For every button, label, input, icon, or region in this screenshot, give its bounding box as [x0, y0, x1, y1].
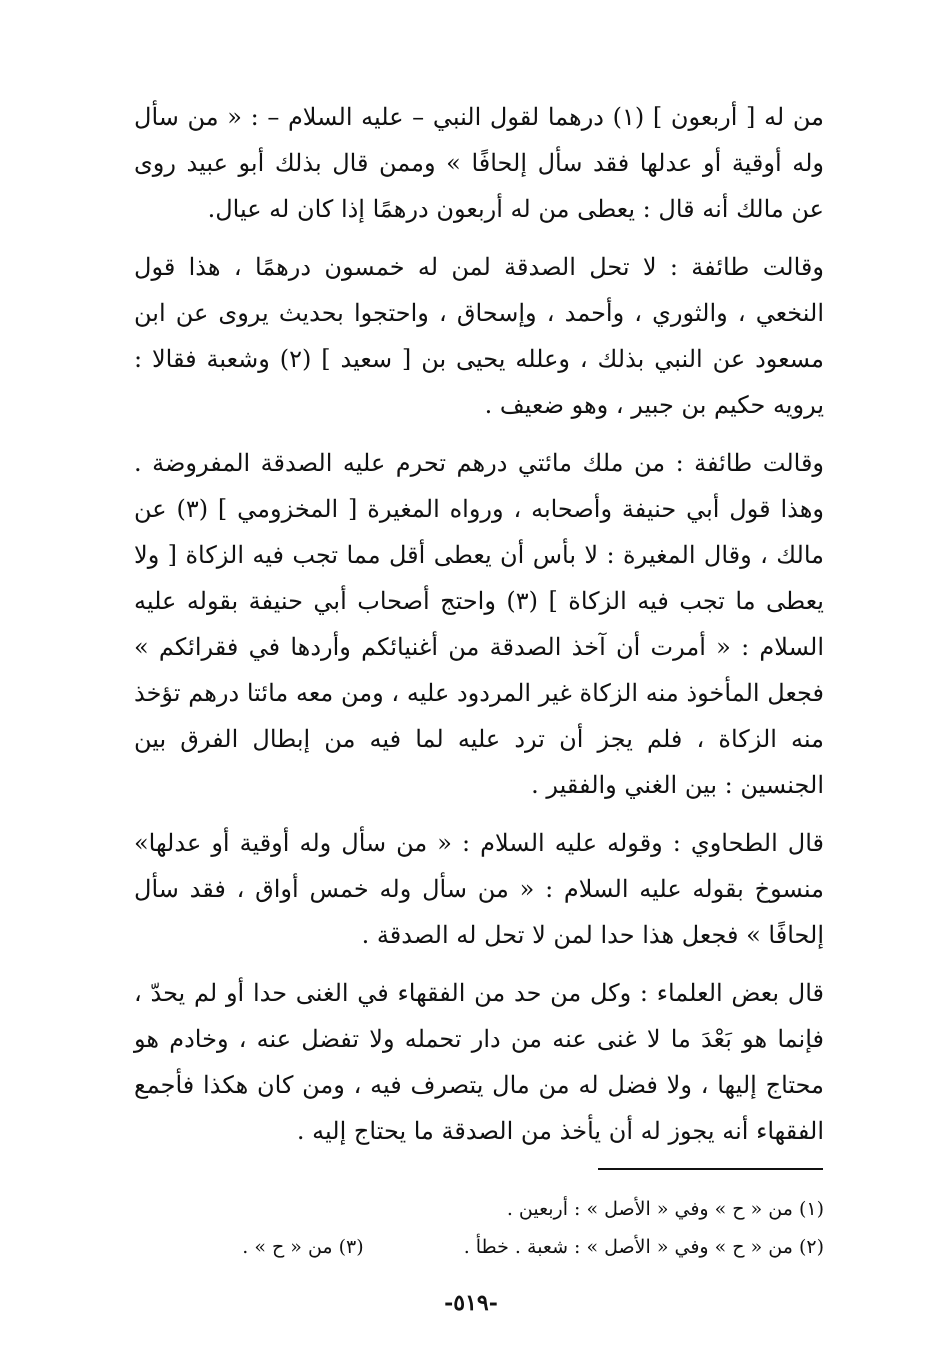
- footnote-2: (٢) من « ح » وفي « الأصل » : شعبة . خطأ .: [463, 1236, 824, 1258]
- paragraph-5: قال بعض العلماء : وكل من حد من الفقهاء في الغنى حدا أو لم يحدّ ، فإنما هو بَعْدَ ما لا غنى عنه من دار تحمله ولا تفضل عنه ، وخادم هو محتاج إليها ، ولا فضل له من مال يتصرف فيه ، ومن كان هكذا فأجمع الفقهاء أنه يجوز له أن يأخذ من الصدقة ما يحتاج إليه .: [134, 979, 825, 1145]
- paragraph-1: من له [ أربعون ] (١) درهما لقول النبي – عليه السلام – : « من سأل وله أوقية أو عدلها فقد سأل إلحافًا » وممن قال بذلك أبو عبيد روى عن مالك أنه قال : يعطى من له أربعون درهمًا إذا كان له عيال.: [134, 103, 825, 223]
- paragraph-2: وقالت طائفة : لا تحل الصدقة لمن له خمسون درهمًا ، هذا قول النخعي ، والثوري ، وأحمد ، وإسحاق ، واحتجوا بحديث يروى عن ابن مسعود عن النبي بذلك ، وعلله يحيى بن [ سعيد ] (٢) وشعبة فقالا : يرويه حكيم بن جبير ، وهو ضعيف .: [134, 253, 824, 419]
- paragraph-3: وقالت طائفة : من ملك مائتي درهم تحرم عليه الصدقة المفروضة . وهذا قول أبي حنيفة وأصحابه ، ورواه المغيرة [ المخزومي ] (٣) عن مالك ، وقال المغيرة : لا بأس أن يعطى أقل مما تجب فيه الزكاة [ ولا يعطى ما تجب فيه الزكاة ] (٣) واحتج أصحاب أبي حنيفة بقوله عليه السلام : « أمرت أن آخذ الصدقة من أغنيائكم وأردها في فقرائكم » فجعل المأخوذ منه الزكاة غير المردود عليه ، ومن معه مائتا درهم تؤخذ منه الزكاة ، فلم يجز أن ترد عليه لما فيه من إبطال الفرق بين الجنسين : بين الغني والفقير .: [134, 449, 824, 799]
- footnotes: [134, 1190, 824, 1266]
- page-number: -٥١٩-: [444, 1290, 498, 1316]
- footnote-separator: [598, 1168, 823, 1170]
- footnote-1: (١) من « ح » وفي « الأصل » : أربعين .: [506, 1198, 824, 1220]
- footnote-row-2: [134, 1228, 824, 1266]
- main-text: [134, 94, 824, 1166]
- paragraph-4: قال الطحاوي : وقوله عليه السلام : « من سأل وله أوقية أو عدلها» منسوخ بقوله عليه السلام : « من سأل وله خمس أواق ، فقد سأل إلحافًا » فجعل هذا حدا لمن لا تحل له الصدقة .: [134, 829, 824, 949]
- footnote-3: (٣) من « ح » .: [242, 1236, 364, 1258]
